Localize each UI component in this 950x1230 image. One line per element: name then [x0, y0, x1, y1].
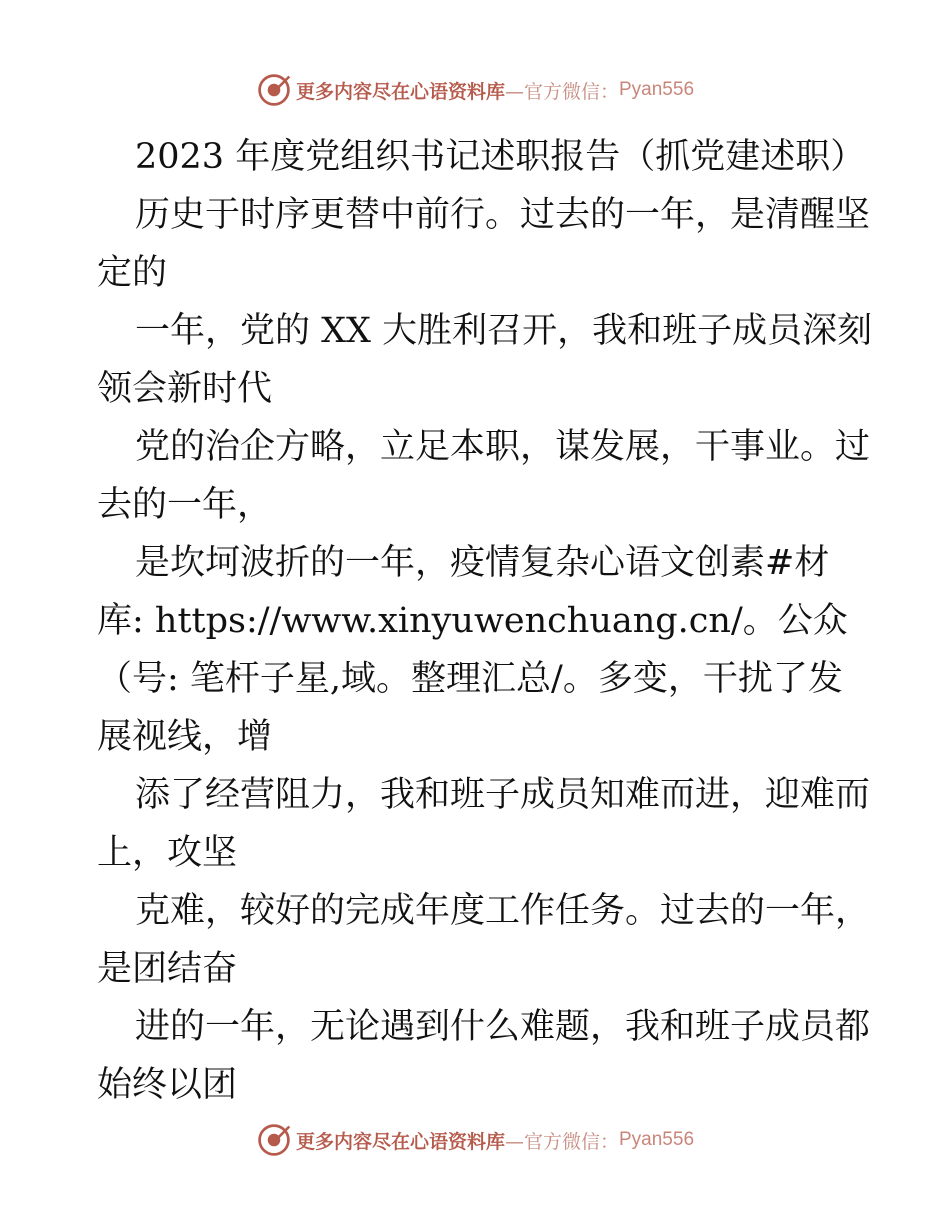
text-line: 是团结奋: [97, 949, 238, 989]
text-line: 展视线，增: [97, 717, 273, 757]
pen-circle-logo-icon: [256, 72, 292, 108]
text-line: 克难，较好的完成年度工作任务。过去的一年，: [135, 891, 871, 931]
text-line: 一年，党的 XX 大胜利召开，我和班子成员深刻: [135, 311, 873, 351]
text-line: 党的治企方略，立足本职，谋发展，干事业。过: [135, 427, 871, 467]
text-line: 定的: [97, 253, 168, 293]
text-line: 是坎坷波折的一年，疫情复杂心语文创素#材: [135, 543, 830, 583]
text-line: 进的一年，无论遇到什么难题，我和班子成员都: [135, 1007, 871, 1047]
text-line: （号: 笔杆子星,域。整理汇总/。多变，干扰了发: [97, 659, 843, 699]
text-line: 始终以团: [97, 1065, 238, 1105]
footer-banner: [0, 1120, 950, 1160]
banner-wechat-id: Pyan556: [619, 1129, 695, 1150]
header-banner: [0, 70, 950, 110]
pen-circle-logo-icon: [256, 1122, 292, 1158]
banner-title: 更多内容尽在心语资料库: [295, 80, 505, 103]
banner-label: —官方微信：: [504, 1130, 619, 1153]
text-line: 添了经营阻力，我和班子成员知难而进，迎难而: [135, 775, 871, 815]
banner-label: —官方微信：: [504, 80, 619, 103]
text-line: 历史于时序更替中前行。过去的一年，是清醒坚: [135, 195, 871, 235]
text-line: 上，攻坚: [97, 833, 238, 873]
text-line: 领会新时代: [97, 369, 273, 409]
banner-title: 更多内容尽在心语资料库: [295, 1130, 505, 1153]
document-title: 2023 年度党组织书记述职报告（抓党建述职）: [135, 137, 866, 177]
text-line: 库: https://www.xinyuwenchuang.cn/。公众: [97, 601, 848, 641]
banner-wechat-id: Pyan556: [619, 79, 695, 100]
document-body: [97, 128, 873, 1114]
text-line: 去的一年，: [97, 485, 273, 525]
